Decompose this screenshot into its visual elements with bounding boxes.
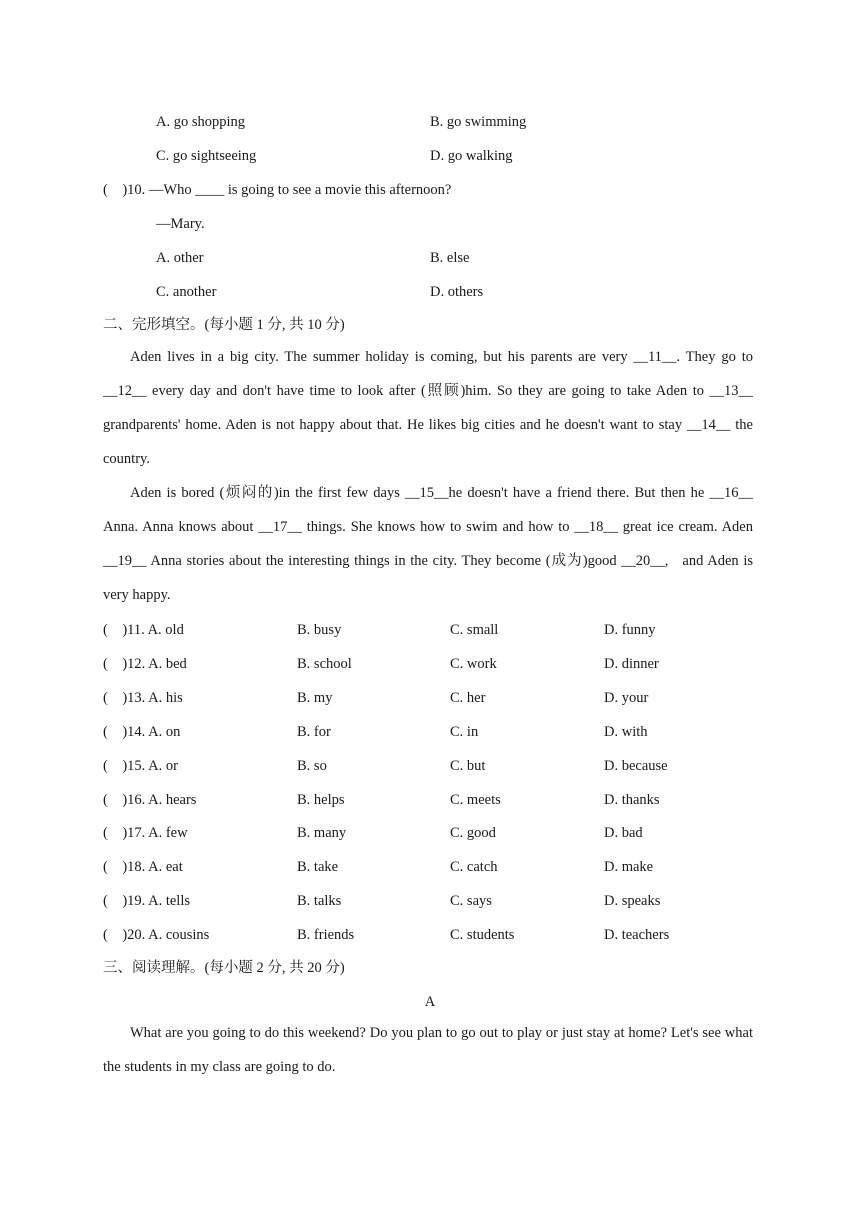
q12-question-stem: ( )12. A. bed (103, 655, 187, 672)
q15-option-b: B. so (297, 757, 327, 774)
q20-question-stem: ( )20. A. cousins (103, 927, 210, 944)
q17-option-d: D. bad (604, 825, 643, 842)
q17-option-c: C. good (450, 825, 496, 842)
q12-option-b: B. school (297, 655, 352, 672)
q16-option-c: C. meets (450, 791, 501, 808)
q10-stem: ( )10. —Who ____ is going to see a movie this afternoon? (103, 182, 452, 198)
q19-question-stem: ( )19. A. tells (103, 893, 190, 910)
q11-question-stem: ( )11. A. old (103, 622, 184, 638)
q20-option-c: C. students (450, 927, 515, 944)
q10-option-b: B. else (430, 250, 470, 266)
q16-question-stem: ( )16. A. hears (103, 791, 197, 808)
q13-option-c: C. her (450, 689, 486, 706)
q11-option-b: B. busy (297, 622, 342, 638)
q15-question-stem: ( )15. A. or (103, 757, 178, 774)
q18-option-d: D. make (604, 859, 654, 876)
cloze-paragraph-2 (103, 477, 753, 613)
q20-option-d: D. teachers (604, 927, 670, 944)
q14-option-c: C. in (450, 723, 479, 740)
q13-question-stem: ( )13. A. his (103, 689, 183, 706)
q15-option-d: D. because (604, 757, 668, 774)
q12-option-c: C. work (450, 655, 497, 672)
q13-option-d: D. your (604, 689, 649, 706)
q16-option-b: B. helps (297, 791, 345, 808)
q9-option-b: B. go swimming (430, 114, 527, 130)
cloze-paragraph-1-text: Aden lives in a big city. The summer holiday is coming, but his parents are very __11__. They go to __12__ every day and don't have time to look after (照顾)him. So they are going to take Aden to __13__ grandparents' home. Aden is not happy about that. He likes big cities and he doesn't want to stay __14__ the country. (103, 349, 753, 467)
q18-option-c: C. catch (450, 859, 498, 876)
q10-answer-line: —Mary. (156, 216, 205, 232)
q14-question-stem: ( )14. A. on (103, 723, 181, 740)
reading-paragraph-1 (103, 1017, 753, 1085)
q12-option-d: D. dinner (604, 655, 659, 672)
cloze-paragraph-2-text: Aden is bored (烦闷的)in the first few days __15__he doesn't have a friend there. But then he __16__ Anna. Anna knows about __17__ things. She knows how to swim and how to __18__ great ice cream. Aden __19__ Anna stories about the interesting things in the city. They become (成为)good __20__, and Aden is very happy. (103, 485, 753, 603)
q14-option-d: D. with (604, 723, 648, 740)
q9-option-a: A. go shopping (156, 114, 246, 130)
q10-option-a: A. other (156, 250, 204, 266)
q17-option-b: B. many (297, 825, 347, 842)
q17-question-stem: ( )17. A. few (103, 825, 188, 842)
q18-question-stem: ( )18. A. eat (103, 859, 183, 876)
q9-option-d: D. go walking (430, 148, 513, 164)
q15-option-c: C. but (450, 757, 486, 774)
q13-option-b: B. my (297, 689, 333, 706)
q18-option-b: B. take (297, 859, 339, 876)
q19-option-c: C. says (450, 893, 492, 910)
section2-heading: 二、完形填空。(每小题 1 分, 共 10 分) (103, 317, 345, 333)
q11-option-d: D. funny (604, 622, 656, 638)
q19-option-d: D. speaks (604, 893, 661, 910)
q16-option-d: D. thanks (604, 791, 660, 808)
reading-paragraph-1-text: What are you going to do this weekend? Do you plan to go out to play or just stay at home? Let's see what the students in my class are going to do. (103, 1025, 753, 1075)
q10-option-c: C. another (156, 284, 217, 300)
q11-option-c: C. small (450, 622, 499, 638)
q14-option-b: B. for (297, 723, 331, 740)
passage-label: A (424, 994, 436, 1010)
section3-heading: 三、阅读理解。(每小题 2 分, 共 20 分) (103, 960, 345, 976)
q20-option-b: B. friends (297, 927, 355, 944)
cloze-paragraph-1 (103, 341, 753, 477)
q9-option-c: C. go sightseeing (156, 148, 257, 164)
q10-option-d: D. others (430, 284, 484, 300)
q19-option-b: B. talks (297, 893, 342, 910)
